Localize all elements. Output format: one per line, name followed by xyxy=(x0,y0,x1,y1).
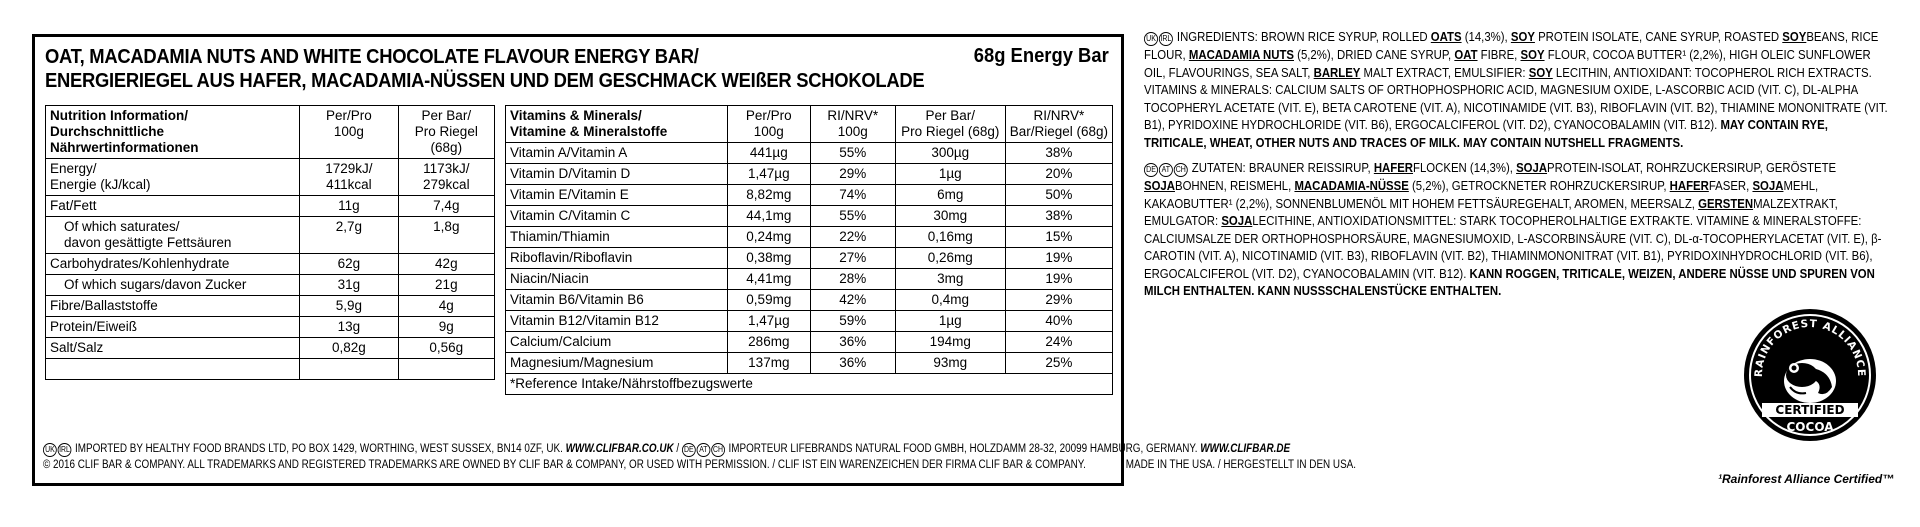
nutrition-cell: Fibre/Ballaststoffe xyxy=(46,296,300,317)
country-badge: UK xyxy=(43,443,57,457)
nutrition-cell: 11g xyxy=(300,196,398,217)
vitamin-cell: Vitamin D/Vitamin D xyxy=(506,164,728,185)
country-badge: DE xyxy=(682,443,696,457)
nutrition-table xyxy=(45,105,495,380)
vitamin-cell: 29% xyxy=(810,164,895,185)
vitamin-cell: 24% xyxy=(1005,332,1112,353)
vitamin-row xyxy=(506,248,1113,269)
vitamin-cell: 38% xyxy=(1005,206,1112,227)
importer-footer xyxy=(43,441,1357,473)
nutrition-cell: 0,82g xyxy=(300,338,398,359)
country-badge: IRL xyxy=(58,443,72,457)
vitamin-cell: 93mg xyxy=(895,353,1005,374)
vitamins-header-cell: Vitamins & Minerals/ Vitamine & Mineralstoffe xyxy=(506,106,728,143)
vitamin-cell: Vitamin A/Vitamin A xyxy=(506,143,728,164)
vitamins-header-cell: Per/Pro 100g xyxy=(727,106,810,143)
vitamin-cell: 0,4mg xyxy=(895,290,1005,311)
badges-en xyxy=(1144,29,1174,44)
vitamin-cell: 50% xyxy=(1005,185,1112,206)
allergen: SOY xyxy=(1782,29,1807,44)
allergen: MACADAMIA NUTS xyxy=(1188,47,1294,62)
product-title xyxy=(45,45,1109,93)
country-badge: UK xyxy=(1144,32,1158,46)
ingredient-text: (5,2%), DRIED CANE SYRUP, xyxy=(1293,47,1455,62)
vitamin-row xyxy=(506,311,1113,332)
allergen: SOY xyxy=(1520,47,1545,62)
ingredient-text: LECITHINE, ANTIOXIDATIONSMITTEL: STARK TOCOPHEROLHALTIGE EXTRAKTE. VITAMINE & MINERALSTOFFE: CALCIUMSALZE DER ORTHOPHOSPHORSÄURE, MAGNESIUMOXID, L-ASCORBINSÄURE (VIT. C), DL-α-TOCOPHERYLACETAT (VIT. E), β-CAROTIN (VIT. A), NICOTINAMID (VIT. B3), RIBOFLAVIN (VIT. B2), THIAMINMONONITRAT (VIT. B1), PYRIDOXINHYDROCHLORID (VIT. B6), ERGOCALCIFEROL (VIT. D2), CYANOCOBALAMIN (VIT. B12). xyxy=(1144,213,1882,281)
ingredient-text: FLOUR, COCOA BUTTER¹ (2,2%), HIGH OLEIC SUNFLOWER OIL, FLAVOURINGS, SEA SALT, xyxy=(1144,47,1871,80)
vitamin-cell: Niacin/Niacin xyxy=(506,269,728,290)
vitamin-cell: 1,47µg xyxy=(727,311,810,332)
nutrition-cell: 7,4g xyxy=(398,196,494,217)
vitamin-cell: 19% xyxy=(1005,248,1112,269)
vitamin-row xyxy=(506,290,1113,311)
vitamin-cell: Vitamin E/Vitamin E xyxy=(506,185,728,206)
website-uk-link[interactable]: WWW.CLIFBAR.CO.UK xyxy=(565,443,674,455)
made-in: MADE IN THE USA. / HERGESTELLT IN DEN USA. xyxy=(1125,459,1357,471)
title-de: ENERGIERIEGEL AUS HAFER, MACADAMIA-NÜSSEN UND DEM GESCHMACK WEIßER SCHOKOLADE xyxy=(45,70,925,92)
ingredient-text: LECITHIN, ANTIOXIDANT: TOCOPHEROL RICH EXTRACTS. VITAMINS & MINERALS: CALCIUM SALTS OF ORTHOPHOSPHORIC ACID, MAGNESIUM OXIDE, L-ASCORBIC ACID (VIT. C), DL-ALPHA TOCOPHERYL ACETATE (VIT. E), BETA CAROTENE (VIT. A), NICOTINAMIDE (VIT. B3), RIBOFLAVIN (VIT. B2), THIAMINE MONONITRATE (VIT. B1), PYRIDOXINE HYDROCHLORIDE (VIT. B6), ERGOCALCIFEROL (VIT. D2), CYANOCOBALAMIN (VIT. B12). xyxy=(1144,64,1888,132)
vitamin-cell: Riboflavin/Riboflavin xyxy=(506,248,728,269)
vitamin-cell: 1,47µg xyxy=(727,164,810,185)
nutrition-cell: 9g xyxy=(398,317,494,338)
vitamins-table xyxy=(505,105,1113,395)
vitamin-cell: 42% xyxy=(810,290,895,311)
vitamin-cell: 44,1mg xyxy=(727,206,810,227)
nutrition-header-cell: Per/Pro 100g xyxy=(300,106,398,159)
vitamin-cell: 194mg xyxy=(895,332,1005,353)
allergen: BARLEY xyxy=(1313,64,1361,80)
vitamin-cell: 8,82mg xyxy=(727,185,810,206)
ingredient-text: PROTEIN-ISOLAT, ROHRZUCKERSIRUP, GERÖSTETE xyxy=(1547,160,1837,175)
nutrition-row xyxy=(46,275,495,296)
nutrition-cell: Of which saturates/ davon gesättigte Fettsäuren xyxy=(46,217,300,254)
importer-de: IMPORTEUR LIFEBRANDS NATURAL FOOD GMBH, HOLZDAMM 28-32, 20099 HAMBURG, GERMANY. xyxy=(728,443,1198,455)
vitamin-cell: 1µg xyxy=(895,311,1005,332)
nutrition-cell: 5,9g xyxy=(300,296,398,317)
vitamin-cell: 0,59mg xyxy=(727,290,810,311)
nutrition-row xyxy=(46,254,495,275)
badges-uk xyxy=(43,443,72,455)
vitamin-cell: Calcium/Calcium xyxy=(506,332,728,353)
nutrition-cell xyxy=(46,359,300,380)
nutrition-row xyxy=(46,196,495,217)
vitamin-cell: 19% xyxy=(1005,269,1112,290)
vitamin-cell: 300µg xyxy=(895,143,1005,164)
allergen: SOY xyxy=(1510,29,1535,44)
svg-text:COCOA: COCOA xyxy=(1786,420,1834,434)
vitamins-footnote-row xyxy=(506,374,1113,395)
nutrition-row xyxy=(46,317,495,338)
allergen: SOJA xyxy=(1516,160,1548,175)
allergen: HAFER xyxy=(1669,178,1709,193)
badges-de-ing xyxy=(1144,160,1189,175)
vitamin-row xyxy=(506,227,1113,248)
svg-text:RAINFOREST ALLIANCE: RAINFOREST ALLIANCE xyxy=(1752,317,1868,378)
vitamin-cell: 22% xyxy=(810,227,895,248)
country-badge: IRL xyxy=(1159,32,1173,46)
nutrition-header-row xyxy=(46,106,495,159)
vitamin-cell: 0,38mg xyxy=(727,248,810,269)
vitamin-row xyxy=(506,332,1113,353)
ingredient-text: BEANS, RICE FLOUR, xyxy=(1144,29,1879,62)
ingredients-de xyxy=(1144,159,1888,300)
nutrition-row xyxy=(46,338,495,359)
ingredient-text: FLOCKEN (14,3%), xyxy=(1413,160,1517,175)
vitamin-cell: 29% xyxy=(1005,290,1112,311)
nutrition-cell: Of which sugars/davon Zucker xyxy=(46,275,300,296)
country-badge: DE xyxy=(1144,163,1158,177)
country-badge: CH xyxy=(1174,163,1188,177)
nutrition-cell: Protein/Eiweiß xyxy=(46,317,300,338)
importer-line: UK IRL IMPORTED BY HEALTHY FOOD BRANDS LTD, PO BOX 1429, WORTHING, WEST SUSSEX, BN14 0ZF, UK. WWW.CLIFBAR.CO.UK / DE AT CH IMPORTEUR LIFEBRANDS NATURAL FOOD GMBH, HOLZDAMM 28-32, 20099 HAMBURG, GERMANY. WWW.CLIFBAR.DE xyxy=(43,441,961,457)
vitamin-row xyxy=(506,269,1113,290)
vitamin-cell: 137mg xyxy=(727,353,810,374)
allergen: OATS xyxy=(1430,29,1462,44)
vitamins-header-row xyxy=(506,106,1113,143)
nutrition-cell: 4g xyxy=(398,296,494,317)
vitamin-cell: 55% xyxy=(810,143,895,164)
nutrition-cell: 62g xyxy=(300,254,398,275)
ingredients-text xyxy=(1144,28,1888,308)
allergen: MACADAMIA-NÜSSE xyxy=(1294,178,1409,193)
vitamin-row xyxy=(506,164,1113,185)
ingredient-text: MEHL, KAKAOBUTTER¹ (2,2%), SONNENBLUMENÖL MIT HOHEM FETTSÄUREGEHALT, AROMEN, MEERSALZ, xyxy=(1144,178,1819,211)
nutrition-cell xyxy=(398,359,494,380)
vitamin-cell: Thiamin/Thiamin xyxy=(506,227,728,248)
nutrition-cell: Carbohydrates/Kohlenhydrate xyxy=(46,254,300,275)
allergen: OAT xyxy=(1454,47,1478,62)
vitamin-cell: 55% xyxy=(810,206,895,227)
vitamin-cell: 4,41mg xyxy=(727,269,810,290)
vitamin-cell: 30mg xyxy=(895,206,1005,227)
vitamin-cell: 1µg xyxy=(895,164,1005,185)
ingredient-text: (5,2%), GETROCKNETER ROHRZUCKERSIRUP, xyxy=(1408,178,1670,193)
ingredient-text: PROTEIN ISOLATE, CANE SYRUP, ROASTED xyxy=(1534,29,1783,44)
allergy-de: KANN ROGGEN, TRITICALE, WEIZEN, ANDERE NÜSSE UND SPUREN VON MILCH ENTHALTEN. KANN NUSSSCHALENSTÜCKE ENTHALTEN. xyxy=(1144,265,1875,298)
nutrition-cell: 0,56g xyxy=(398,338,494,359)
website-de-link[interactable]: WWW.CLIFBAR.DE xyxy=(1200,443,1291,455)
bar-weight: 68g Energy Bar xyxy=(974,45,1109,67)
nutrition-header-cell: Nutrition Information/ Durchschnittliche Nährwertinformationen xyxy=(46,106,300,159)
importer-uk: IMPORTED BY HEALTHY FOOD BRANDS LTD, PO BOX 1429, WORTHING, WEST SUSSEX, BN14 0ZF, UK. xyxy=(74,443,563,455)
vitamin-cell: 15% xyxy=(1005,227,1112,248)
vitamin-row xyxy=(506,353,1113,374)
nutrition-cell: 13g xyxy=(300,317,398,338)
rainforest-alliance-seal-icon xyxy=(1740,305,1880,445)
vitamin-cell: 25% xyxy=(1005,353,1112,374)
allergen: SOJA xyxy=(1752,178,1784,193)
vitamin-row xyxy=(506,206,1113,227)
vitamin-cell: 0,24mg xyxy=(727,227,810,248)
vitamin-cell: 3mg xyxy=(895,269,1005,290)
nutrition-row xyxy=(46,159,495,196)
allergen: SOY xyxy=(1528,64,1553,80)
ingredient-text: BOHNEN, REISMEHL, xyxy=(1174,178,1295,193)
vitamin-cell: 40% xyxy=(1005,311,1112,332)
vitamin-cell: Vitamin B6/Vitamin B6 xyxy=(506,290,728,311)
country-badge: AT xyxy=(1159,163,1173,177)
vitamin-cell: 38% xyxy=(1005,143,1112,164)
nutrition-cell: Salt/Salz xyxy=(46,338,300,359)
ingredient-text: ZUTATEN: BRAUNER REISSIRUP, xyxy=(1191,160,1374,175)
allergen: GERSTEN xyxy=(1698,195,1754,211)
ingredient-text: (14,3%), xyxy=(1461,29,1511,44)
nutrition-cell: 2,7g xyxy=(300,217,398,254)
vitamin-cell: 36% xyxy=(810,332,895,353)
allergen: HAFER xyxy=(1373,160,1414,175)
nutrition-cell xyxy=(300,359,398,380)
nutrition-row xyxy=(46,359,495,380)
allergen: SOJA xyxy=(1221,213,1253,228)
nutrition-row xyxy=(46,296,495,317)
vitamin-cell: Vitamin B12/Vitamin B12 xyxy=(506,311,728,332)
vitamin-cell: 0,26mg xyxy=(895,248,1005,269)
svg-text:CERTIFIED: CERTIFIED xyxy=(1775,403,1845,417)
vitamin-cell: 286mg xyxy=(727,332,810,353)
vitamin-cell: 74% xyxy=(810,185,895,206)
allergy-en: MAY CONTAIN RYE, TRITICALE, WHEAT, OTHER NUTS AND TRACES OF MILK. MAY CONTAIN NUTSHELL FRAGMENTS. xyxy=(1144,117,1828,150)
ingredients-en xyxy=(1144,28,1888,151)
vitamin-cell: 441µg xyxy=(727,143,810,164)
vitamin-cell: Magnesium/Magnesium xyxy=(506,353,728,374)
ingredient-text: MALZEXTRAKT, EMULGATOR: xyxy=(1144,195,1838,228)
vitamin-cell: 0,16mg xyxy=(895,227,1005,248)
copyright: © 2016 CLIF BAR & COMPANY. ALL TRADEMARKS AND REGISTERED TRADEMARKS ARE OWNED BY CLIF BAR & COMPANY, OR USED WITH PERMISSION. / CLIF IST EIN WARENZEICHEN DER FIRMA CLIF BAR & COMPANY. xyxy=(43,459,1086,471)
nutrition-cell: Energy/ Energie (kJ/kcal) xyxy=(46,159,300,196)
ingredient-text: FIBRE, xyxy=(1477,47,1521,62)
ingredient-text: MALT EXTRACT, EMULSIFIER: xyxy=(1360,64,1529,80)
vitamin-cell: 20% xyxy=(1005,164,1112,185)
vitamins-footnote: *Reference Intake/Nährstoffbezugswerte xyxy=(506,374,1113,395)
vitamins-header-cell: RI/NRV* 100g xyxy=(810,106,895,143)
country-badge: AT xyxy=(697,443,711,457)
nutrition-cell: 1173kJ/ 279kcal xyxy=(398,159,494,196)
vitamin-row xyxy=(506,185,1113,206)
vitamins-header-cell: Per Bar/ Pro Riegel (68g) xyxy=(895,106,1005,143)
vitamin-cell: 59% xyxy=(810,311,895,332)
nutrition-header-cell: Per Bar/ Pro Riegel (68g) xyxy=(398,106,494,159)
vitamin-cell: 27% xyxy=(810,248,895,269)
vitamin-cell: Vitamin C/Vitamin C xyxy=(506,206,728,227)
ingredient-text: INGREDIENTS: BROWN RICE SYRUP, ROLLED xyxy=(1176,29,1431,44)
badges-de xyxy=(682,443,726,455)
country-badge: CH xyxy=(711,443,725,457)
vitamin-cell: 28% xyxy=(810,269,895,290)
copyright-line xyxy=(43,457,1357,473)
rainforest-note: ¹Rainforest Alliance Certified™ xyxy=(1718,472,1895,486)
title-en: OAT, MACADAMIA NUTS AND WHITE CHOCOLATE FLAVOUR ENERGY BAR/ xyxy=(45,46,699,68)
nutrition-cell: Fat/Fett xyxy=(46,196,300,217)
nutrition-cell: 31g xyxy=(300,275,398,296)
nutrition-cell: 21g xyxy=(398,275,494,296)
nutrition-cell: 1729kJ/ 411kcal xyxy=(300,159,398,196)
vitamins-header-cell: RI/NRV* Bar/Riegel (68g) xyxy=(1005,106,1112,143)
nutrition-cell: 42g xyxy=(398,254,494,275)
vitamin-cell: 6mg xyxy=(895,185,1005,206)
nutrition-cell: 1,8g xyxy=(398,217,494,254)
vitamin-cell: 36% xyxy=(810,353,895,374)
vitamin-row xyxy=(506,143,1113,164)
allergen: SOJA xyxy=(1144,178,1175,193)
nutrition-row xyxy=(46,217,495,254)
ingredient-text: FASER, xyxy=(1708,178,1753,193)
